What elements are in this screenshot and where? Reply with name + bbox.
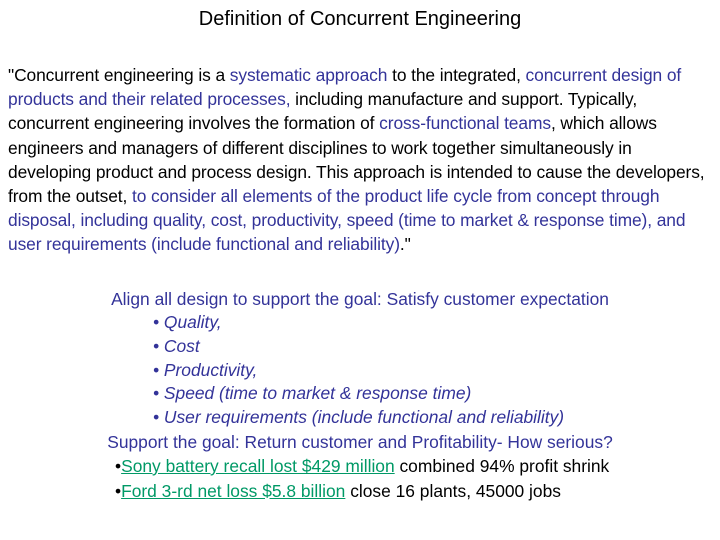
definition-text: , which allows engineers and managers of different disciplines to work together simultaneously in developing product and process design. This approach is intended to cause the developers, from the outset, — [8, 113, 705, 207]
highlight-product-life-cycle: to consider all elements of the product life cycle from concept through disposal, including quality, cost, productivity, speed (time to market & response time), and user requirements (include functional and reliability) — [8, 186, 686, 255]
support-heading: Support the goal: Return customer and Profitability- How serious? — [107, 432, 613, 452]
highlight-systematic-approach: systematic approach — [229, 65, 388, 85]
example-ford — [115, 479, 609, 504]
goal-item-cost: • Cost — [153, 335, 200, 356]
slide-title: Definition of Concurrent Engineering — [198, 8, 522, 30]
example-sony — [115, 454, 609, 479]
examples-list — [115, 454, 609, 503]
definition-text: ." — [399, 234, 411, 255]
definition-text: to the integrated, — [387, 65, 526, 85]
goal-list — [153, 311, 564, 430]
goal-heading: Align all design to support the goal: Satisfy customer expectation — [111, 289, 609, 309]
example-detail: close 16 plants, 45000 jobs — [345, 480, 561, 501]
highlight-concurrent-design: concurrent design of products and their related processes, — [8, 65, 682, 110]
goal-item-user-requirements: • User requirements (include functional and reliability) — [153, 407, 565, 428]
sony-recall-link[interactable]: Sony battery recall lost $429 million — [121, 456, 395, 476]
bullet: • — [115, 456, 122, 476]
ford-loss-link[interactable]: Ford 3-rd net loss $5.8 billion — [121, 480, 346, 501]
goal-item-quality: • Quality, — [153, 312, 222, 332]
definition-text: "Concurrent engineering is a — [8, 65, 230, 85]
bullet: • — [115, 480, 122, 501]
definition-text: including manufacture and support. Typically, concurrent engineering involves the formation of — [8, 89, 638, 134]
goal-item-productivity: • Productivity, — [153, 359, 258, 380]
highlight-cross-functional-teams: cross-functional teams — [379, 113, 551, 134]
example-detail: combined 94% profit shrink — [394, 456, 610, 476]
goal-item-speed: • Speed (time to market & response time) — [153, 383, 472, 404]
definition-paragraph — [8, 63, 716, 257]
